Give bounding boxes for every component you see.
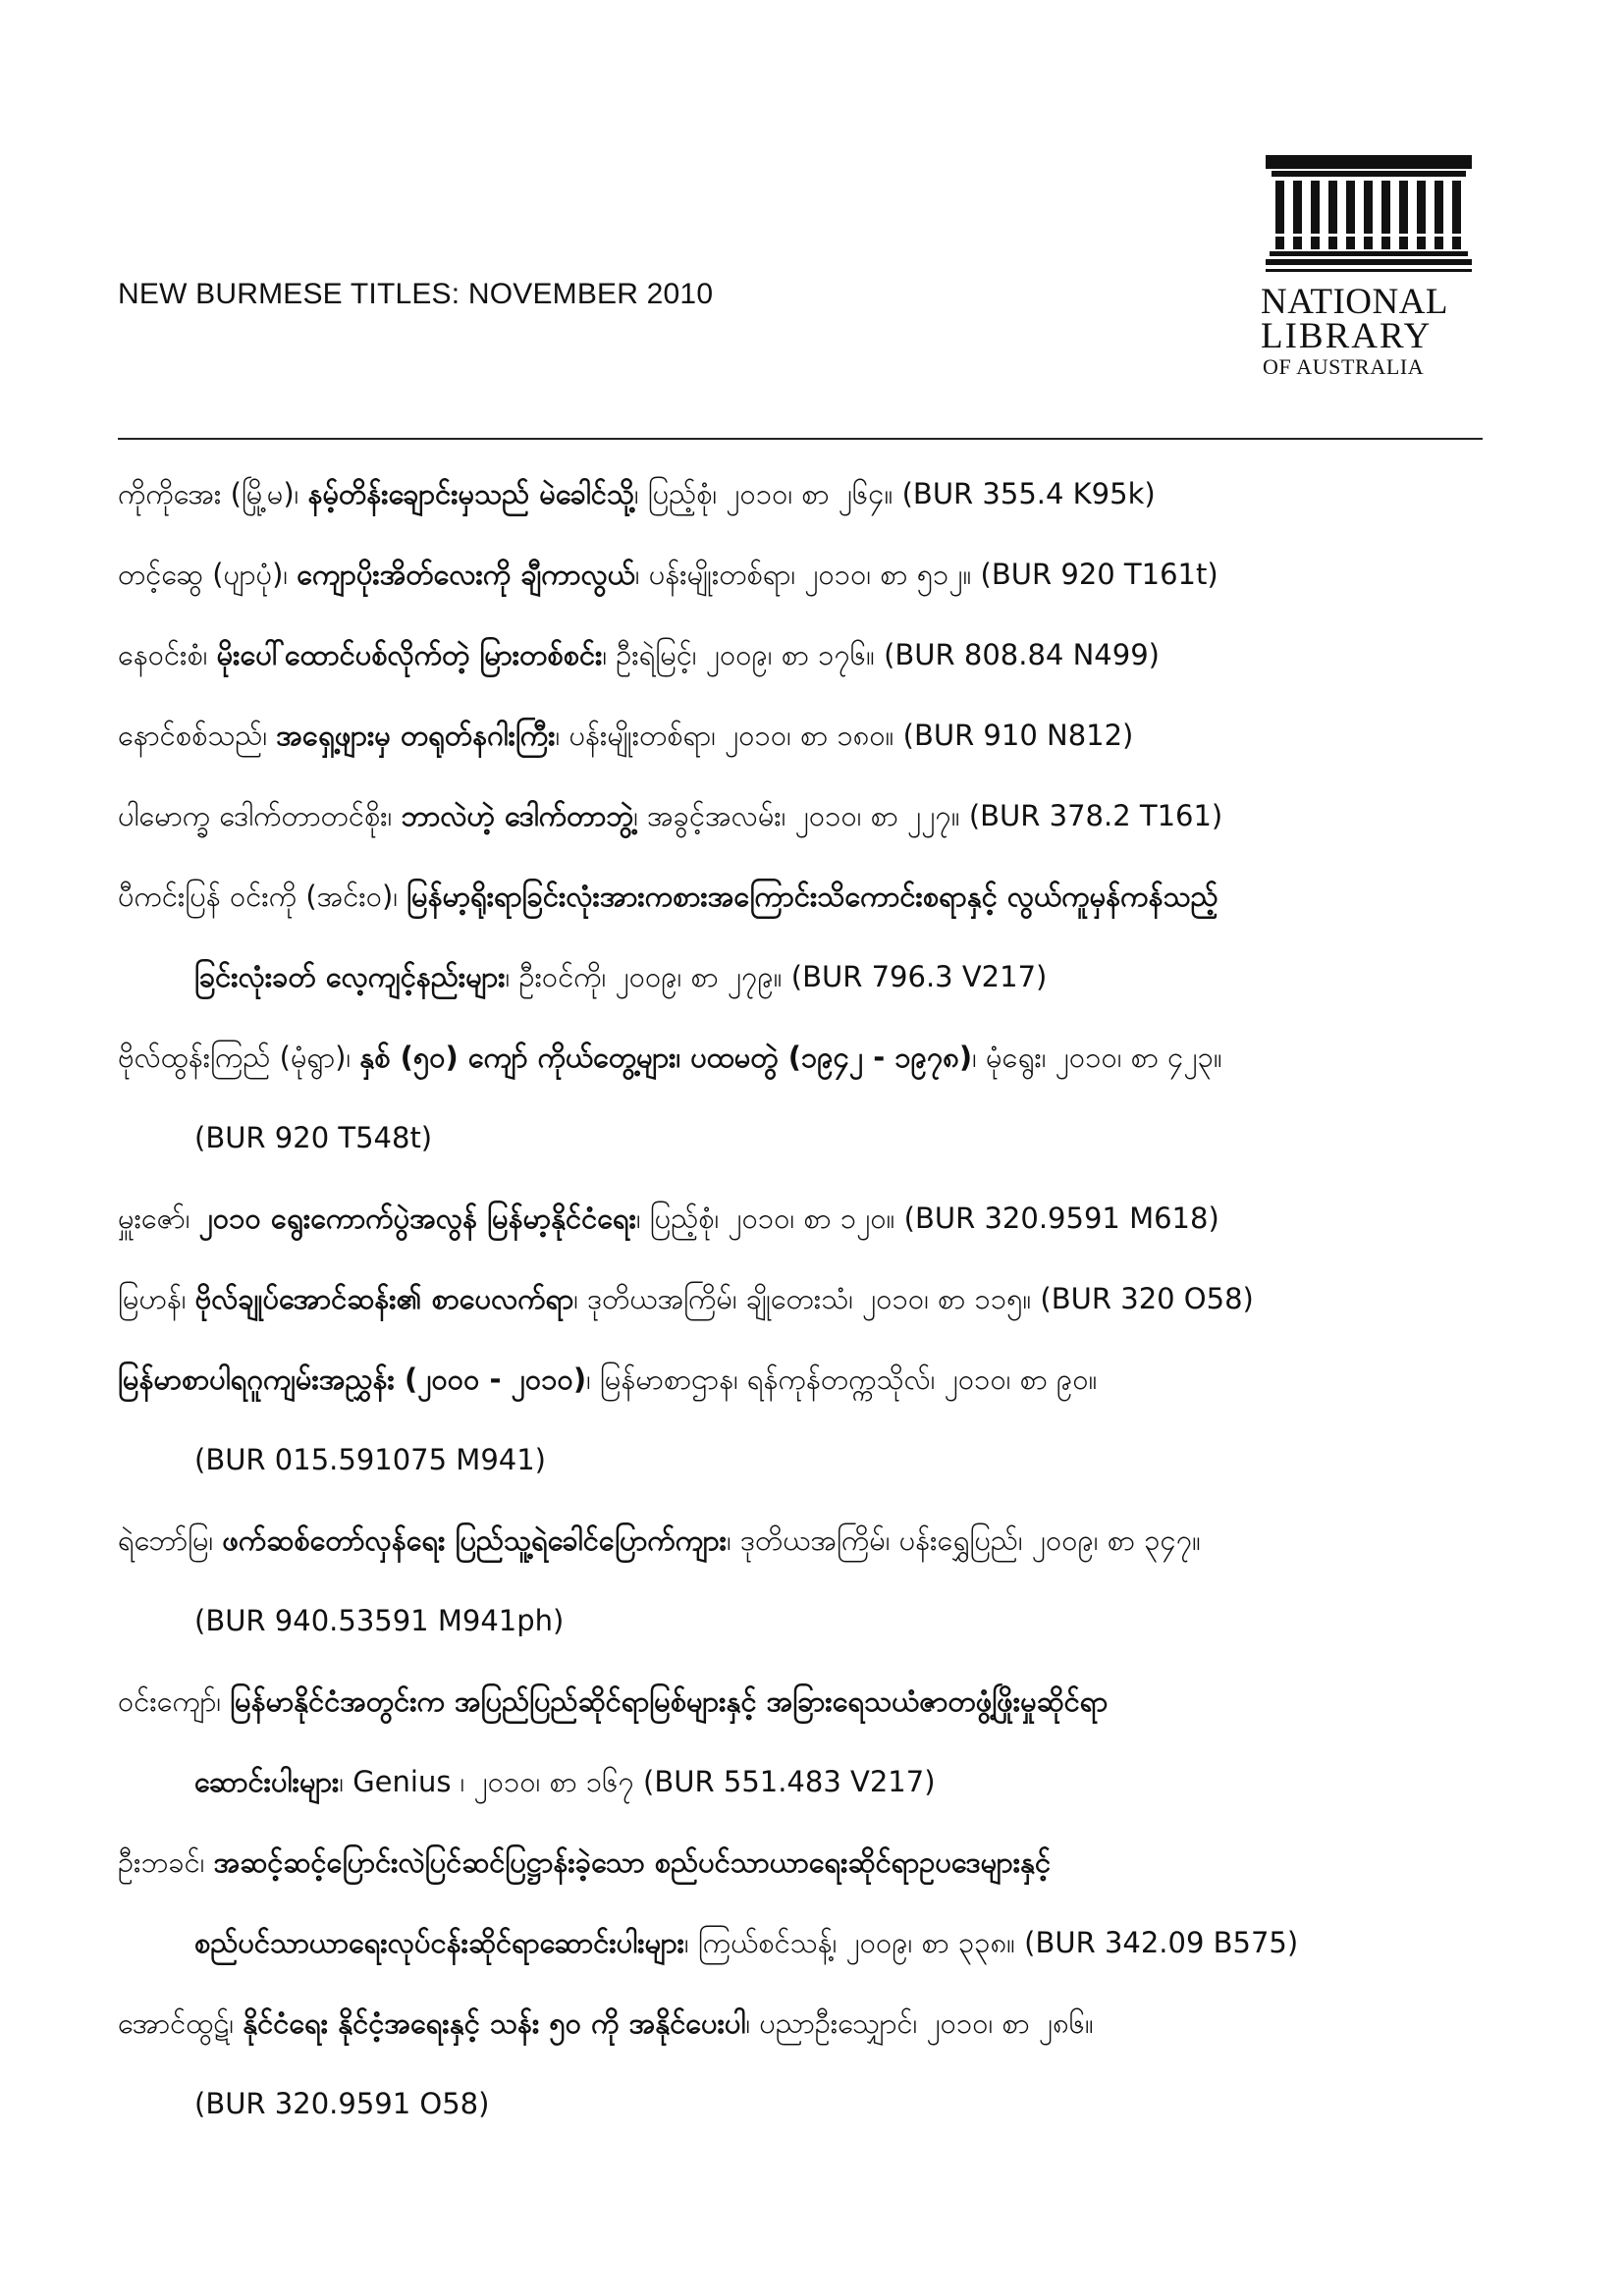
entry-line: [118, 856, 1522, 936]
entry-line-continued: [118, 1741, 1522, 1822]
entry-details: ၊ ပညာဦးသျှောင်၊ ၂၀၁၀၊ စာ ၂၈၆။: [745, 2006, 1094, 2040]
entry-details: ၊ ပြည့်စုံ၊ ၂၀၁၀၊ စာ ၁၂၀။ (BUR 320.9591 M618): [636, 1201, 1219, 1235]
entry-details: ၊ ပန်းမျိုးတစ်ရာ၊ ၂၀၁၀၊ စာ ၁၈၀။ (BUR 910 N812): [555, 719, 1134, 752]
entry-author: ကိုကိုအေး (မြို့မ)၊: [118, 477, 308, 510]
entry-author: အောင်ထွဋ်၊: [118, 2006, 244, 2040]
entry-author: နောင်စစ်သည်၊: [118, 719, 277, 752]
list-item: [118, 1983, 1522, 2144]
entry-details: ၊ အခွင့်အလမ်း၊ ၂၀၁၀၊ စာ ၂၂၇။ (BUR 378.2 T161): [633, 799, 1223, 832]
entry-call-number: (BUR 015.591075 M941): [194, 1443, 546, 1476]
entry-title: အရှေ့ဖျားမှ တရုတ်နဂါးကြီး: [276, 719, 556, 752]
entry-title: ကျောပိုးအိတ်လေးကို ချီကာလွယ်: [297, 558, 635, 591]
national-library-logo: [1261, 155, 1477, 391]
list-item: [118, 1822, 1522, 1983]
entry-details: ၊ မြန်မာစာဌာန၊ ရန်ကုန်တက္ကသိုလ်၊ ၂၀၁၀၊ စာ ၉၀။: [586, 1362, 1098, 1396]
list-item: [118, 1017, 1522, 1178]
list-item: [118, 1339, 1522, 1500]
entry-title: နှစ် (၅၀) ကျော် ကိုယ်တွေ့များ၊ ပထမတွဲ (၁၉၄၂ - ၁၉၇၈): [359, 1041, 973, 1074]
entry-details: ၊ ပန်းမျိုးတစ်ရာ၊ ၂၀၁၀၊ စာ ၅၁၂။ (BUR 920 T161t): [634, 558, 1218, 591]
entry-line: [118, 1983, 1522, 2063]
logo-text-national: NATIONAL: [1261, 282, 1449, 322]
entry-call-number: (BUR 920 T548t): [194, 1121, 433, 1154]
list-item: [118, 1258, 1522, 1339]
entry-details: ၊ ပြည့်စုံ၊ ၂၀၁၀၊ စာ ၂၆၄။ (BUR 355.4 K95k): [633, 477, 1156, 510]
entry-line: [118, 1500, 1522, 1580]
entry-details: ၊ Genius ၊ ၂၀၁၀၊ စာ ၁၆၇ (BUR 551.483 V217): [339, 1765, 936, 1798]
library-building-icon: [1266, 155, 1472, 277]
entry-title: ဘာလဲဟဲ့ ဒေါက်တာဘွဲ့: [401, 799, 634, 832]
entry-line: [118, 534, 1522, 614]
entry-line: [118, 1258, 1522, 1339]
entry-line-continued: [118, 1097, 1522, 1178]
entry-author: ရဲဘော်မြ၊: [118, 1523, 223, 1557]
entry-details: ၊ ဦးရဲမြင့်၊ ၂၀၀၉၊ စာ ၁၇၆။ (BUR 808.84 N499): [602, 638, 1160, 671]
entry-line-continued: [118, 2063, 1522, 2144]
entry-title: ၂၀၁၀ ရွေးကောက်ပွဲအလွန် မြန်မာ့နိုင်ငံရေး: [198, 1201, 636, 1235]
entry-author: နေဝင်းစံ၊: [118, 638, 217, 671]
entry-line-continued: [118, 1902, 1522, 1983]
list-item: [118, 1178, 1522, 1258]
entry-line: [118, 1661, 1522, 1741]
list-item: [118, 614, 1522, 695]
page-title: NEW BURMESE TITLES: NOVEMBER 2010: [118, 278, 714, 310]
list-item: [118, 775, 1522, 856]
entry-line: [118, 1178, 1522, 1258]
header-divider: [118, 438, 1483, 440]
entry-author: ဦးဘခင်၊: [118, 1845, 214, 1879]
entry-title: နိုင်ငံရေး နိုင်ငံ့အရေးနှင့် သန်း ၅၀ ကို အနိုင်ပေးပါ: [243, 2006, 746, 2040]
list-item: [118, 454, 1522, 534]
entry-line-continued: [118, 1580, 1522, 1661]
title-list: [118, 454, 1522, 2144]
entry-title: အဆင့်ဆင့်ပြောင်းလဲပြင်ဆင်ပြဋ္ဌာန်းခဲ့သော စည်ပင်သာယာရေးဆိုင်ရာဥပဒေများနှင့်: [213, 1845, 1052, 1879]
entry-details: ၊ မုံရွေး၊ ၂၀၁၀၊ စာ ၄၂၃။: [972, 1041, 1222, 1074]
entry-title: ဆောင်းပါးများ: [194, 1765, 340, 1798]
entry-author: မှူးဇော်၊: [118, 1201, 199, 1235]
entry-line: [118, 1339, 1522, 1419]
entry-title: မြန်မာ့ရိုးရာခြင်းလုံးအားကစားအကြောင်းသိကောင်းစရာနှင့် လွယ်ကူမှန်ကန်သည့်: [406, 880, 1218, 913]
entry-call-number: (BUR 320.9591 O58): [194, 2087, 490, 2120]
entry-details: ၊ ဒုတိယအကြိမ်၊ ပန်းရွှေပြည်၊ ၂၀၀၉၊ စာ ၃၄၇။: [727, 1523, 1201, 1557]
entry-details: ၊ ကြယ်စင်သန့်၊ ၂၀၀၉၊ စာ ၃၃၈။ (BUR 342.09 B575): [684, 1926, 1299, 1959]
list-item: [118, 1661, 1522, 1822]
entry-title: ဖက်ဆစ်တော်လှန်ရေး ပြည်သူ့ရဲခေါင်ပြောက်ကျား: [222, 1523, 728, 1557]
entry-line-continued: [118, 1419, 1522, 1500]
entry-line: [118, 775, 1522, 856]
entry-author: ဗိုလ်ထွန်းကြည် (မုံရွာ)၊: [118, 1041, 360, 1074]
entry-title: နမ့်တိန်းချောင်းမှသည် မဲခေါင်သို့: [307, 477, 634, 510]
entry-title: စည်ပင်သာယာရေးလုပ်ငန်းဆိုင်ရာဆောင်းပါးများ: [194, 1926, 685, 1959]
entry-line: [118, 1017, 1522, 1097]
entry-author: တင့်ဆွေ (ပျာပုံ)၊: [118, 558, 298, 591]
entry-title: ဗိုလ်ချုပ်အောင်ဆန်း၏ စာပေလက်ရာ: [194, 1282, 574, 1315]
entry-details: ၊ ဒုတိယအကြိမ်၊ ချိုတေးသံ၊ ၂၀၁၀၊ စာ ၁၁၅။ (BUR 320 O58): [573, 1282, 1254, 1315]
list-item: [118, 695, 1522, 775]
logo-text-of-australia: OF AUSTRALIA: [1263, 354, 1425, 379]
entry-title: မြန်မာစာပါရဂူကျမ်းအညွှန်း (၂၀၀၀ - ၂၀၁၀): [118, 1362, 587, 1396]
entry-title: မိုးပေါ်ထောင်ပစ်လိုက်တဲ့ မြားတစ်စင်း: [216, 638, 603, 671]
entry-line: [118, 454, 1522, 534]
list-item: [118, 534, 1522, 614]
entry-title: ခြင်းလုံးခတ် လေ့ကျင့်နည်းများ: [194, 960, 506, 993]
list-item: [118, 1500, 1522, 1661]
entry-author: မြဟန်၊: [118, 1282, 195, 1315]
entry-line-continued: [118, 936, 1522, 1017]
entry-author: ဝင်းကျော်၊: [118, 1684, 231, 1718]
entry-line: [118, 1822, 1522, 1902]
logo-text-library: LIBRARY: [1261, 316, 1433, 356]
list-item: [118, 856, 1522, 1017]
entry-details: ၊ ဦးဝင်ကို၊ ၂၀၀၉၊ စာ ၂၇၉။ (BUR 796.3 V217): [505, 960, 1048, 993]
entry-call-number: (BUR 940.53591 M941ph): [194, 1604, 565, 1637]
entry-author: ပါမောက္ခ ဒေါက်တာတင်စိုး၊: [118, 799, 402, 832]
entry-title: မြန်မာနိုင်ငံအတွင်းက အပြည်ပြည်ဆိုင်ရာမြစ်များနှင့် အခြားရေသယံဇာတဖွံ့ဖြိုးမှုဆိုင်ရာ: [230, 1684, 1109, 1718]
entry-line: [118, 695, 1522, 775]
entry-author: ပီကင်းပြန် ဝင်းကို (အင်း၀)၊: [118, 880, 407, 913]
entry-line: [118, 614, 1522, 695]
